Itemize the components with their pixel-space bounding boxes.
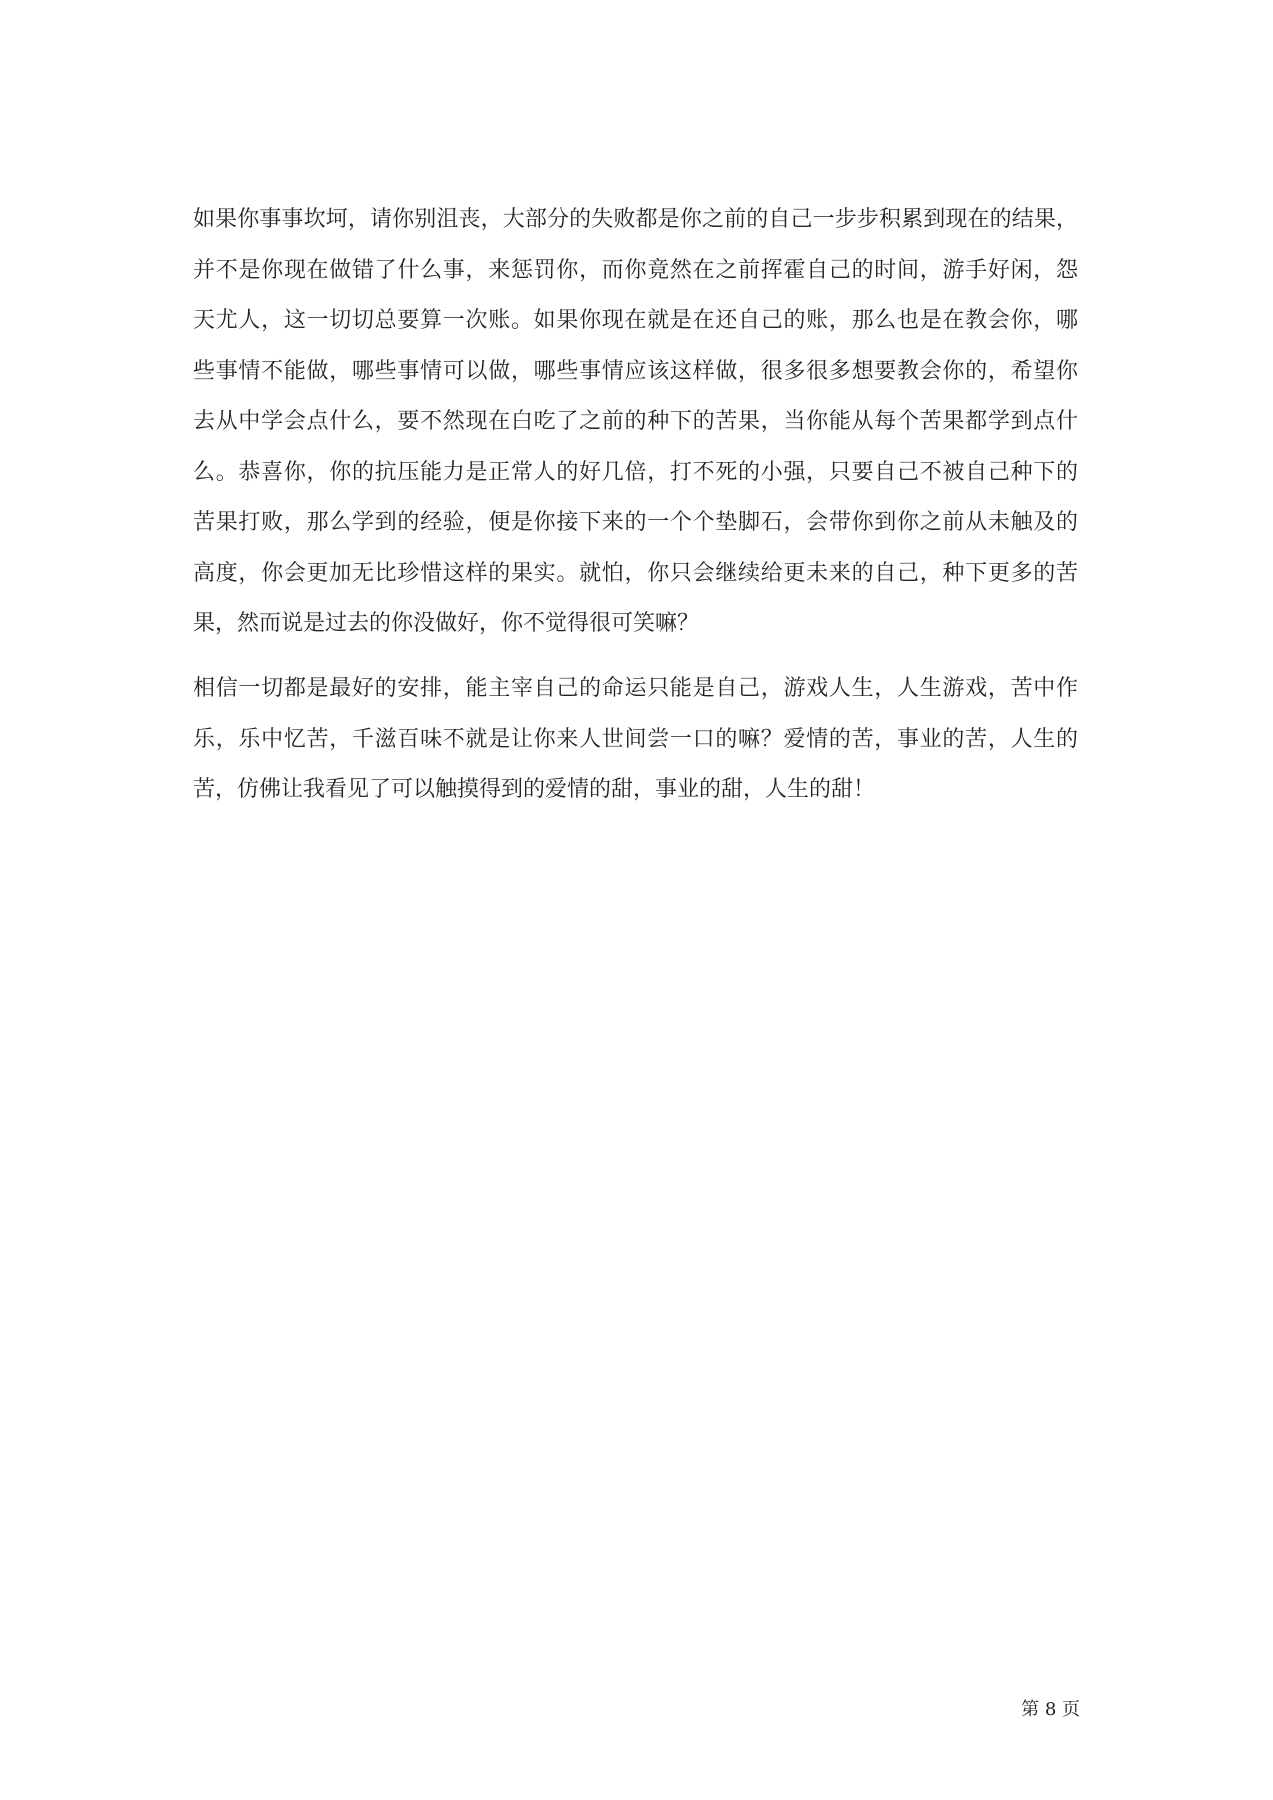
paragraph-1 [193,206,1078,638]
text-line: 去从中学会点什么，要不然现在白吃了之前的种下的苦果，当你能从每个苦果都学到点什 [193,409,1078,434]
text-line: 些事情不能做，哪些事情可以做，哪些事情应该这样做，很多很多想要教会你的，希望你 [193,358,1078,384]
text-line: 并不是你现在做错了什么事，来惩罚你，而你竟然在之前挥霍自己的时间，游手好闲，怨 [193,257,1078,283]
paragraph-2 [193,675,1078,804]
text-line: 天尤人，这一切切总要算一次账。如果你现在就是在还自己的账，那么也是在教会你，哪 [193,308,1078,333]
text-line: 么。恭喜你，你的抗压能力是正常人的好几倍，打不死的小强，只要自己不被自己种下的 [193,459,1078,485]
body-text [193,206,1078,827]
text-line: 乐，乐中忆苦，千滋百味不就是让你来人世间尝一口的嘛？爱情的苦，事业的苦，人生的 [193,726,1078,752]
text-line: 苦果打败，那么学到的经验，便是你接下来的一个个垫脚石，会带你到你之前从未触及的 [193,510,1078,535]
text-line: 相信一切都是最好的安排，能主宰自己的命运只能是自己，游戏人生，人生游戏，苦中作 [193,676,1078,701]
text-line: 苦，仿佛让我看见了可以触摸得到的爱情的甜，事业的甜，人生的甜！ [193,777,876,802]
text-line: 如果你事事坎坷，请你别沮丧，大部分的失败都是你之前的自己一步步积累到现在的结果， [193,207,1078,232]
text-line: 果，然而说是过去的你没做好，你不觉得很可笑嘛？ [193,611,700,636]
page-number: 第 8 页 [1021,1699,1080,1720]
text-line: 高度，你会更加无比珍惜这样的果实。就怕，你只会继续给更未来的自己，种下更多的苦 [193,560,1078,586]
